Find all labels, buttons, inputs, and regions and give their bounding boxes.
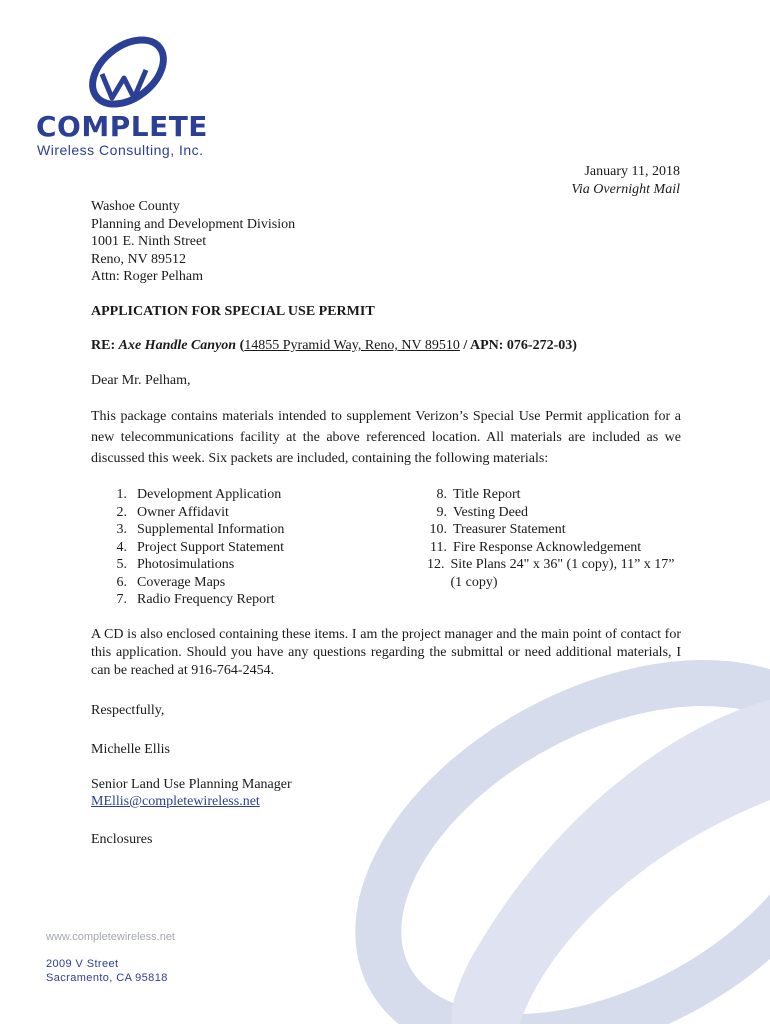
address-line: Reno, NV 89512: [91, 251, 187, 267]
email-link[interactable]: MEllis@completewireless.net: [91, 794, 260, 809]
company-logo: [34, 34, 224, 159]
address-line: Planning and Development Division: [91, 216, 296, 232]
item-text: Supplemental Information: [137, 522, 285, 537]
address-line: 1001 E. Ninth Street: [91, 234, 207, 249]
item-text: Treasurer Statement: [453, 522, 566, 537]
company-subtitle: Wireless Consulting, Inc.: [37, 142, 204, 158]
item-number: 7.: [116, 592, 127, 607]
footer-address: [46, 957, 175, 985]
letter-date: January 11, 2018: [584, 164, 680, 179]
delivery-method: Via Overnight Mail: [571, 182, 680, 197]
item-number: 12.: [427, 557, 445, 572]
list-item: [427, 521, 677, 539]
item-text: Radio Frequency Report: [137, 592, 275, 607]
apn: / APN: 076-272-03): [459, 338, 577, 353]
re-paren: (: [236, 338, 245, 353]
re-line: [91, 337, 681, 355]
list-item: [111, 539, 427, 557]
signer-name: Michelle Ellis: [91, 742, 170, 757]
item-number: 2.: [116, 504, 127, 520]
item-number: 10.: [429, 522, 447, 537]
closing: Respectfully,: [91, 702, 165, 718]
list-item: [111, 504, 427, 522]
letter-body: [91, 198, 681, 848]
site-address: 14855 Pyramid Way, Reno, NV 89510: [244, 338, 460, 353]
enclosures: Enclosures: [91, 831, 153, 847]
date-block: [571, 163, 680, 199]
recipient-address: [91, 198, 681, 286]
project-name: Axe Handle Canyon: [118, 338, 237, 353]
item-text: Development Application: [137, 487, 282, 502]
materials-lists: [91, 486, 681, 609]
letter-heading: APPLICATION FOR SPECIAL USE PERMIT: [91, 303, 375, 319]
item-text: Site Plans 24" x 36" (1 copy), 11” x 17” (1 copy): [450, 557, 675, 590]
materials-list-right: [427, 486, 677, 609]
company-name: COMPLETE: [36, 110, 208, 143]
item-number: 8.: [436, 487, 447, 502]
list-item: [111, 486, 427, 504]
list-item: [111, 574, 427, 592]
intro-paragraph: This package contains materials intended to supplement Verizon’s Special Use Permit application for a new telecommunications facility at the above referenced location. All materials are included as we discussed this week. Six packets are included, containing the following materials:: [91, 409, 681, 466]
item-number: 4.: [116, 539, 127, 555]
signer-title: Senior Land Use Planning Manager: [91, 776, 292, 792]
list-item: [427, 504, 677, 522]
website-link[interactable]: www.completewireless.net: [46, 931, 175, 943]
item-text: Owner Affidavit: [137, 504, 229, 520]
footer: [46, 931, 175, 985]
closing-paragraph: A CD is also enclosed containing these items. I am the project manager and the main point of contact for this application. Should you have any questions regarding the submittal or need additional materials, I can be reached at 916-764-2454.: [91, 626, 681, 678]
list-item: [427, 486, 677, 504]
re-prefix: RE:: [91, 338, 119, 353]
list-item: [111, 556, 427, 574]
item-number: 5.: [116, 557, 127, 572]
list-item: [111, 591, 427, 609]
item-number: 1.: [116, 487, 127, 502]
list-item: [427, 539, 677, 557]
list-item: [427, 556, 677, 591]
list-item: [111, 521, 427, 539]
item-text: Fire Response Acknowledgement: [453, 539, 642, 555]
item-text: Title Report: [453, 487, 521, 502]
materials-list-left: [91, 486, 427, 609]
item-number: 3.: [116, 522, 127, 537]
salutation: Dear Mr. Pelham,: [91, 372, 191, 388]
address-line: Washoe County: [91, 199, 180, 214]
item-text: Coverage Maps: [137, 574, 226, 590]
logo-swoosh-icon: [80, 34, 180, 114]
item-text: Vesting Deed: [453, 504, 529, 520]
item-text: Photosimulations: [137, 557, 235, 572]
footer-city: Sacramento, CA 95818: [46, 972, 168, 984]
address-line: Attn: Roger Pelham: [91, 269, 203, 284]
item-number: 11.: [430, 539, 447, 555]
item-text: Project Support Statement: [137, 539, 284, 555]
item-number: 9.: [436, 504, 447, 520]
footer-street: 2009 V Street: [46, 958, 119, 970]
item-number: 6.: [116, 574, 127, 590]
